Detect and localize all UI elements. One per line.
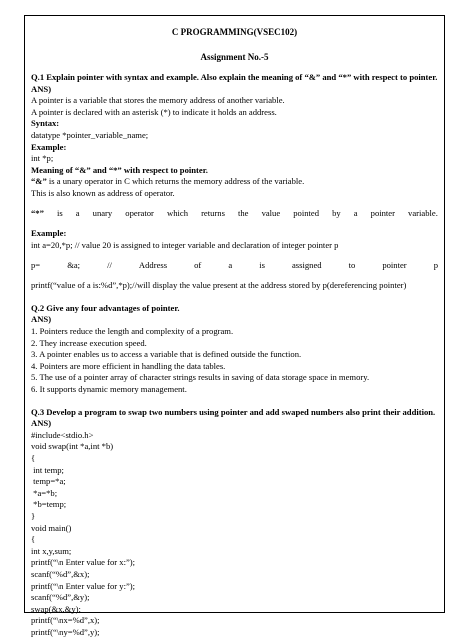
star-word: value — [261, 208, 281, 219]
star-word: operator — [125, 208, 154, 219]
ex-word: to — [348, 260, 356, 271]
ex-word: Address — [138, 260, 168, 271]
q1-ans-label: ANS) — [31, 83, 52, 94]
q2-heading: Q.2 Give any four advantages of pointer. — [31, 302, 180, 313]
code-line: swap(&x,&y); — [31, 603, 81, 614]
star-word: by — [332, 208, 341, 219]
ex-word: assigned — [291, 260, 322, 271]
code-line: void main() — [31, 522, 72, 533]
q1-amp-line — [31, 176, 438, 188]
star-word: the — [238, 208, 249, 219]
star-word: a — [353, 208, 358, 219]
code-line: void swap(int *a,int *b) — [31, 441, 114, 452]
code-line: scanf(“%d”,&x); — [31, 568, 90, 579]
ex-word: a — [228, 260, 233, 271]
code-line: *a=*b; — [31, 487, 58, 498]
q1-example: int *p; — [31, 153, 54, 164]
q3-code-block — [31, 430, 438, 639]
ex-word: p — [433, 260, 438, 271]
q1-amp-alt: This is also known as address of operator. — [31, 187, 175, 198]
q3-ans-label: ANS) — [31, 418, 52, 429]
star-word: pointer — [370, 208, 395, 219]
star-word: unary — [92, 208, 113, 219]
code-line: printf(“\ny=%d”,y); — [31, 626, 100, 637]
q1-declaration-note: A pointer is declared with an asterisk (*) to indicate it holds an address. — [31, 106, 277, 117]
code-line: printf(“\nx=%d”,x); — [31, 615, 100, 626]
star-word: “*” — [31, 208, 44, 219]
q1-example2-label: Example: — [31, 228, 67, 239]
q1-example-label: Example: — [31, 141, 67, 152]
q1-definition: A pointer is a variable that stores the memory address of another variable. — [31, 95, 285, 106]
code-line: scanf(“%d”,&y); — [31, 592, 90, 603]
q2-list-item: 4. Pointers are more efficient in handling the data tables. — [31, 360, 226, 371]
q2-list-item: 3. A pointer enables us to access a variable that is defined outside the function. — [31, 349, 302, 360]
code-line: #include<stdio.h> — [31, 429, 94, 440]
q1-meaning-heading: Meaning of “&” and “*” with respect to pointer. — [31, 164, 208, 175]
star-word: returns — [201, 208, 225, 219]
amp-description: is a unary operator in C which returns the memory address of the variable. — [46, 176, 305, 187]
star-word: variable. — [408, 208, 438, 219]
code-line: { — [31, 534, 36, 545]
document-page — [24, 15, 445, 637]
code-line: *b=temp; — [31, 499, 67, 510]
star-word: a — [75, 208, 80, 219]
code-line: printf(“\n Enter value for y:”); — [31, 580, 136, 591]
q1-syntax-label: Syntax: — [31, 118, 60, 129]
ex-word: &a; — [67, 260, 81, 271]
q2-list-item: 5. The use of a pointer array of character strings results in saving of data storage space in memory. — [31, 372, 370, 383]
assignment-number: Assignment No.-5 — [200, 52, 269, 62]
ex-word: p= — [31, 260, 41, 271]
q2-list-item: 6. It supports dynamic memory management. — [31, 384, 187, 395]
q1-heading: Q.1 Explain pointer with syntax and example. Also explain the meaning of “&” and “*” with respect to pointer. — [31, 72, 438, 82]
code-line: { — [31, 453, 36, 463]
code-line: int temp; — [31, 464, 64, 475]
star-word: is — [56, 208, 63, 219]
code-line: temp=*a; — [31, 476, 66, 487]
code-line: printf(“\n Enter value for x:”); — [31, 557, 136, 568]
code-line: } — [31, 510, 36, 521]
ex-word: of — [194, 260, 202, 271]
ex-word: pointer — [382, 260, 407, 271]
code-line: int x,y,sum; — [31, 545, 72, 556]
document-title: C PROGRAMMING(VSEC102) — [171, 27, 298, 37]
amp-symbol: “&” — [31, 176, 47, 187]
q1-example-line-1: int a=20,*p; // value 20 is assigned to integer variable and declaration of integer pointer p — [31, 239, 339, 250]
star-word: pointed — [293, 208, 320, 219]
ex-word: is — [259, 260, 265, 271]
q1-star-line — [31, 208, 438, 220]
q3-heading: Q.3 Develop a program to swap two numbers using pointer and add swaped numbers also print their addition. — [31, 406, 436, 417]
q2-list-item: 1. Pointers reduce the length and complexity of a program. — [31, 326, 234, 337]
q1-example-line-3: printf(“value of a is:%d”,*p);//will display the value present at the address stored by p(dereferencing pointer) — [31, 280, 407, 291]
q1-syntax: datatype *pointer_variable_name; — [31, 129, 149, 140]
star-word: which — [166, 208, 188, 219]
q2-ans-label: ANS) — [31, 314, 52, 325]
q2-list-item: 2. They increase execution speed. — [31, 337, 147, 348]
ex-word: // — [107, 260, 112, 271]
q1-example-line-2 — [31, 260, 438, 272]
